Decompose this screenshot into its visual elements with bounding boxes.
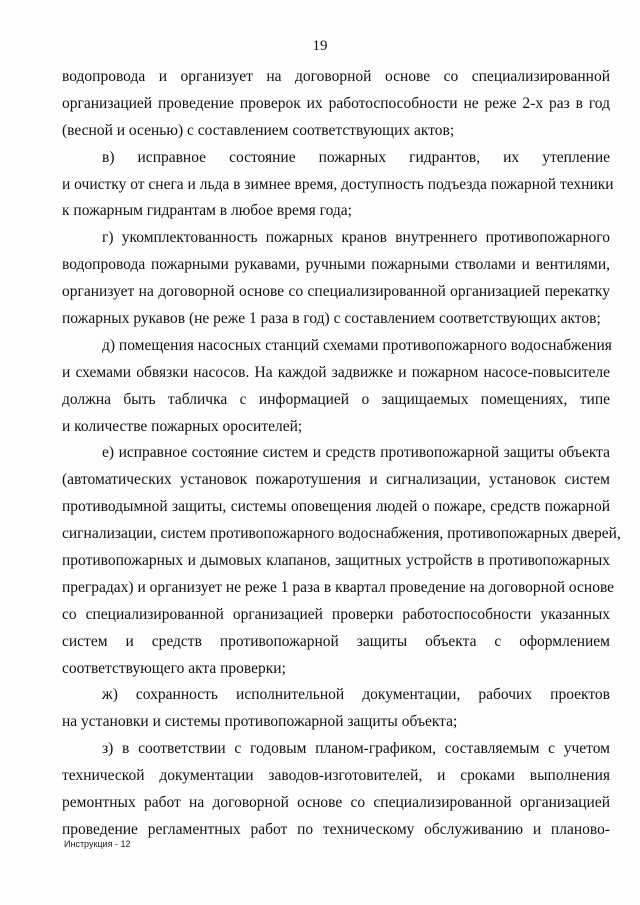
text-line: з) в соответствии с годовым планом-графиком, составляемым с учетом bbox=[102, 740, 610, 758]
text-line: водопровода пожарными рукавами, ручными пожарными стволами и вентилями, bbox=[62, 256, 610, 274]
paragraph bbox=[62, 736, 610, 844]
text-line: водопровода и организует на договорной основе со специализированной bbox=[62, 68, 610, 85]
paragraph bbox=[62, 440, 621, 682]
text-line: ж) сохранность исполнительной документации, рабочих проектов bbox=[102, 686, 610, 704]
text-line: и очистку от снега и льда в зимнее время, доступность подъезда пожарной техники bbox=[62, 175, 614, 193]
paragraph bbox=[62, 333, 610, 441]
text-line: сигнализации, систем противопожарного водоснабжения, противопожарных дверей, bbox=[62, 525, 621, 543]
text-line: г) укомплектованность пожарных кранов внутреннего противопожарного bbox=[102, 229, 610, 247]
text-line: преградах) и организует не реже 1 раза в квартал проведение на договорной основе bbox=[62, 578, 615, 596]
paragraph bbox=[62, 64, 610, 145]
page-number: 19 bbox=[312, 38, 328, 54]
text-line: технической документации заводов-изготовителей, и сроками выполнения bbox=[62, 767, 610, 785]
footer-label: Инструкция - 12 bbox=[64, 839, 131, 849]
body-text bbox=[62, 64, 621, 844]
text-line: должна быть табличка с информацией о защищаемых помещениях, типе bbox=[62, 390, 610, 408]
text-line: противопожарных и дымовых клапанов, защитных устройств в противопожарных bbox=[62, 552, 610, 570]
text-line: е) исправное состояние систем и средств противопожарной защиты объекта bbox=[102, 444, 610, 462]
text-line: в) исправное состояние пожарных гидрантов, их утепление bbox=[102, 148, 610, 166]
text-line: противодымной защиты, системы оповещения людей о пожаре, средств пожарной bbox=[62, 498, 610, 516]
paragraph bbox=[62, 225, 610, 333]
paragraph bbox=[62, 145, 614, 226]
text-line: организует на договорной основе со специализированной организацией перекатку bbox=[62, 283, 610, 301]
text-line: соответствующего акта проверки; bbox=[62, 659, 286, 677]
text-line: (автоматических установок пожаротушения и сигнализации, установок систем bbox=[62, 471, 610, 489]
text-line: организацией проведение проверок их работоспособности не реже 2-х раз в год bbox=[62, 94, 610, 112]
paragraph bbox=[62, 682, 610, 736]
text-line: и количестве пожарных оросителей; bbox=[62, 417, 303, 435]
text-line: на установки и системы противопожарной защиты объекта; bbox=[62, 713, 458, 731]
text-line: пожарных рукавов (не реже 1 раза в год) с составлением соответствующих актов; bbox=[62, 310, 601, 328]
text-line: ремонтных работ на договорной основе со специализированной организацией bbox=[62, 794, 610, 812]
text-line: проведение регламентных работ по техническому обслуживанию и планово- bbox=[62, 820, 610, 838]
text-line: (весной и осенью) с составлением соответствующих актов; bbox=[62, 121, 455, 139]
text-line: и схемами обвязки насосов. На каждой задвижке и пожарном насосе-повысителе bbox=[62, 363, 610, 381]
text-line: д) помещения насосных станций схемами противопожарного водоснабжения bbox=[102, 336, 612, 354]
text-line: со специализированной организацией проверки работоспособности указанных bbox=[62, 605, 610, 623]
text-line: систем и средств противопожарной защиты объекта с оформлением bbox=[62, 632, 610, 650]
text-line: к пожарным гидрантам в любое время года; bbox=[62, 202, 352, 220]
